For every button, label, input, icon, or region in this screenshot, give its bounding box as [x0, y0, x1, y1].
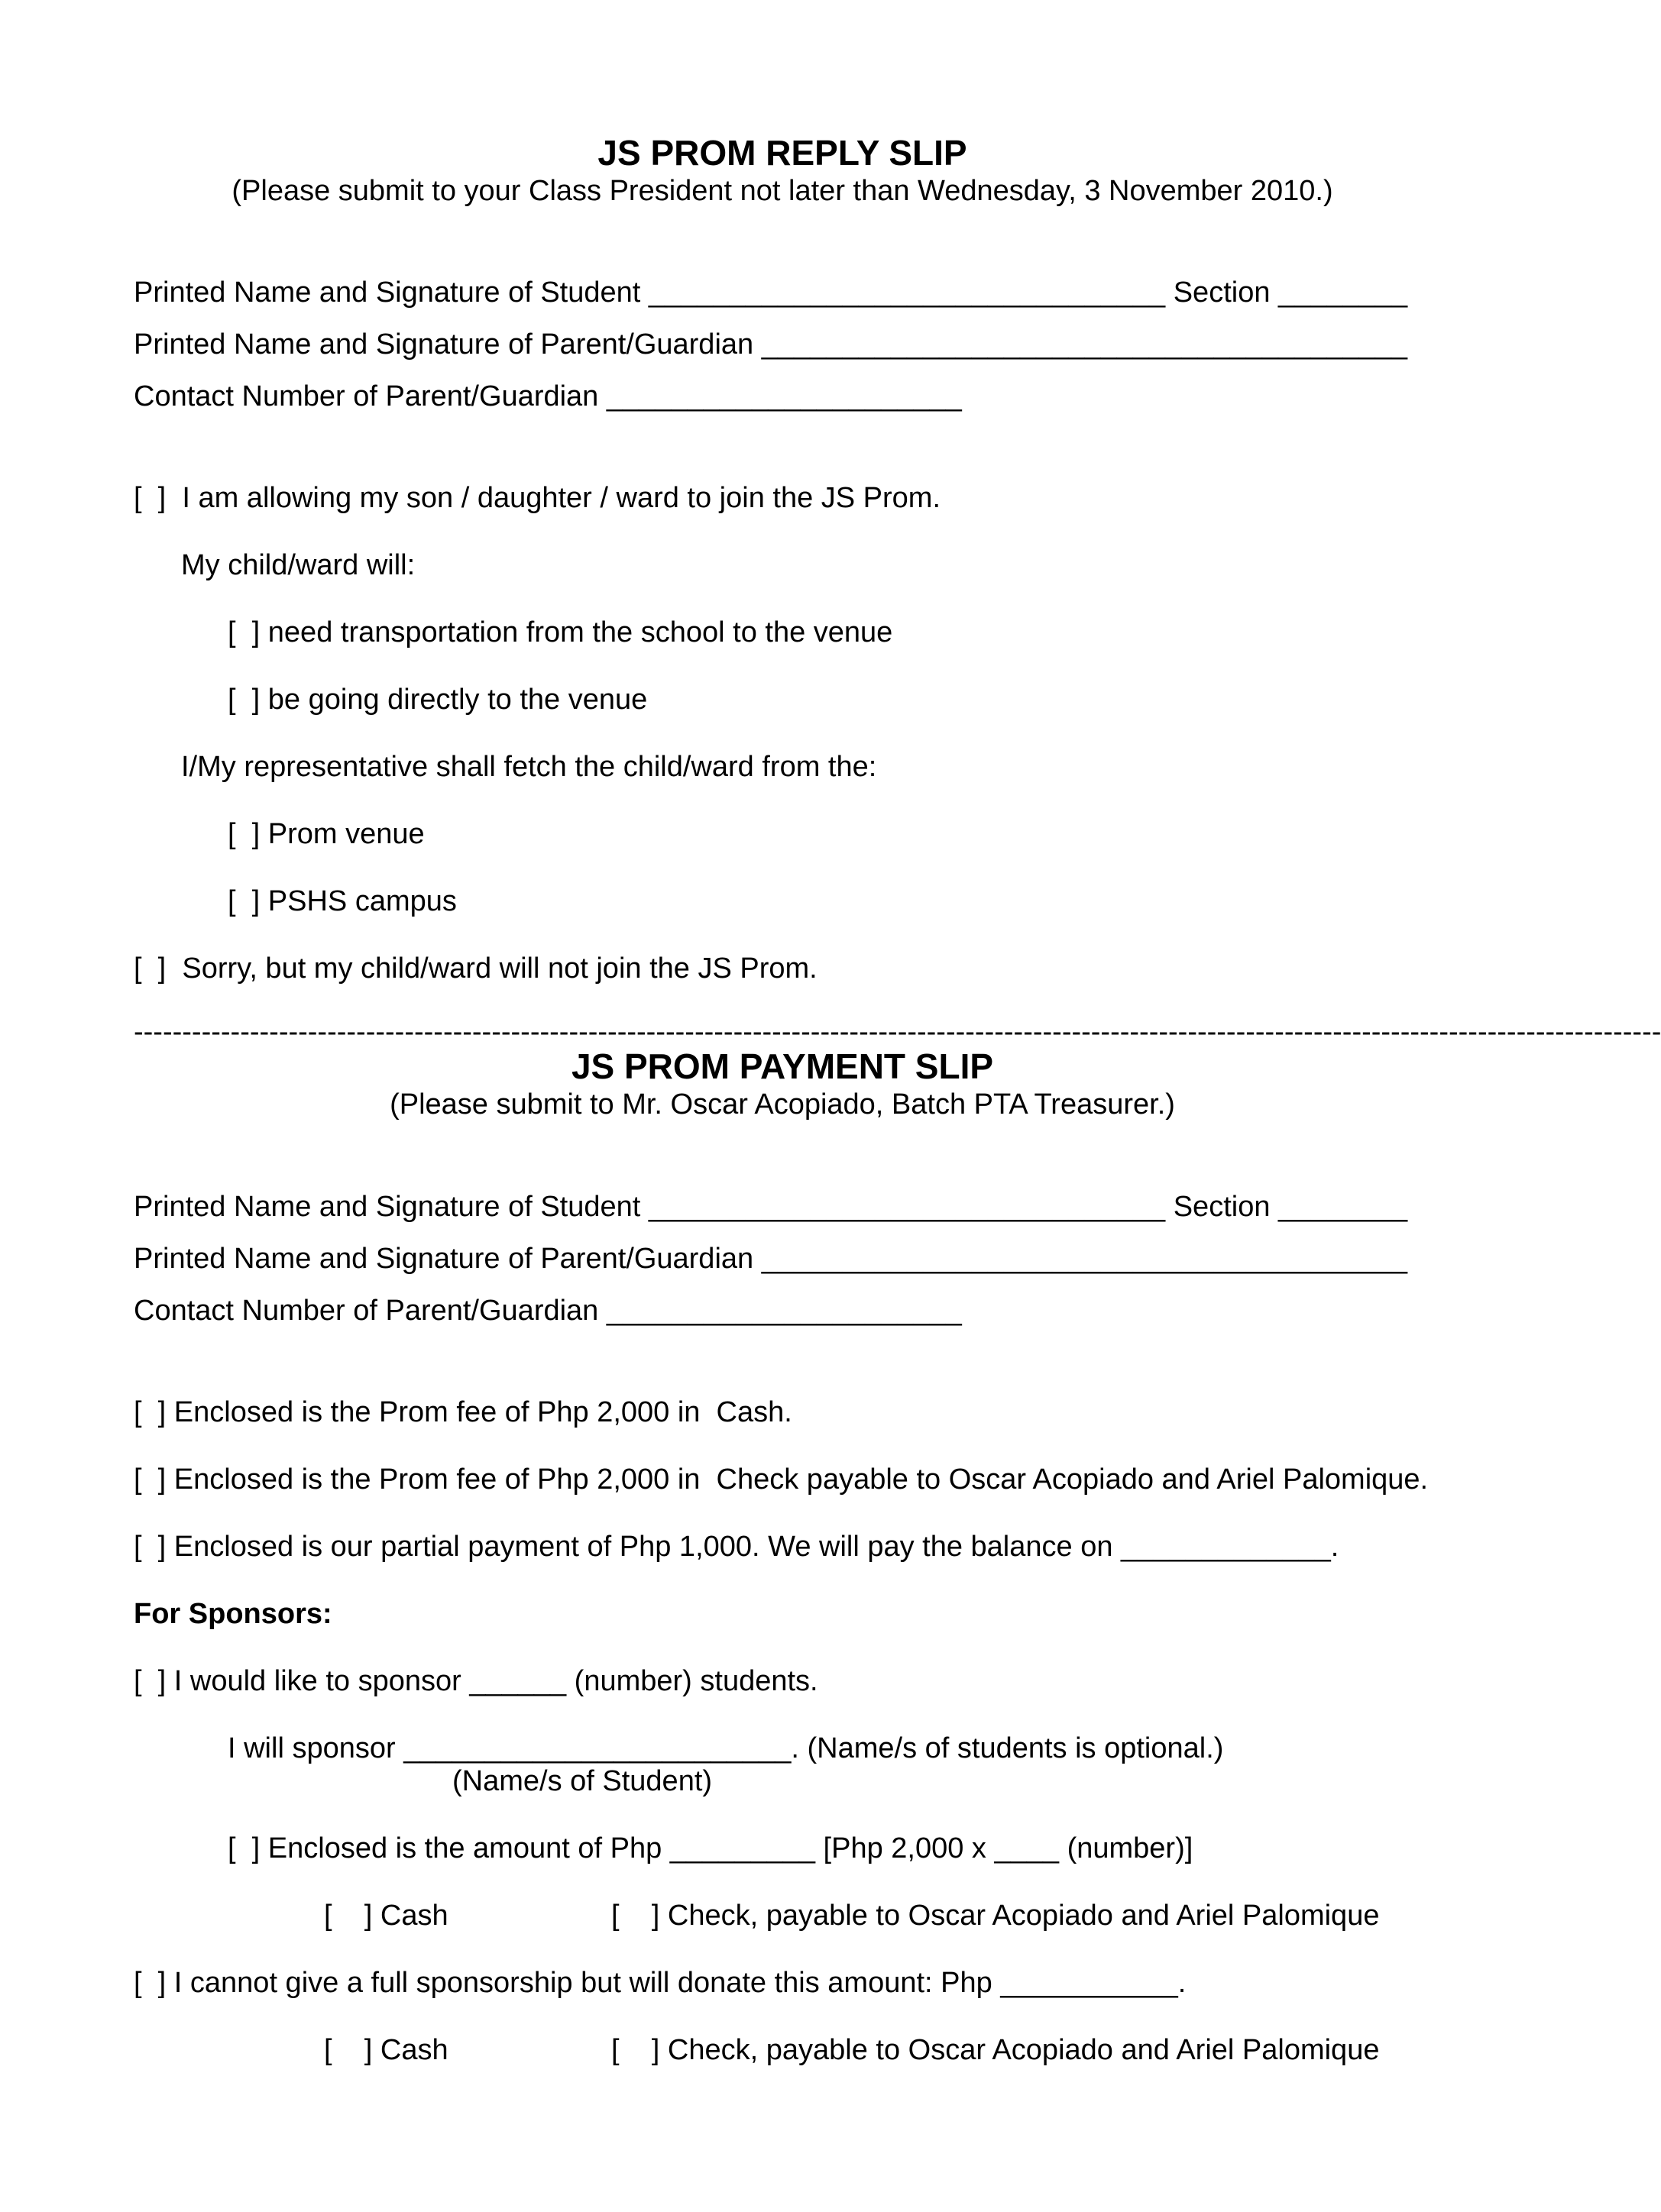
sponsor-count-checkbox[interactable]: [ ] I would like to sponsor ______ (number) students.: [134, 1665, 818, 1697]
reply-student-name-field[interactable]: Printed Name and Signature of Student ________________________________ Section ________: [134, 276, 1408, 309]
cut-line-divider: --------------------------------------------------------------------------------------------------------------------------------------------------------------: [134, 1016, 1661, 1048]
sponsor-cash-checkbox[interactable]: [ ] Cash: [324, 1900, 448, 1932]
fetch-label: I/My representative shall fetch the child/ward from the:: [181, 751, 877, 783]
payment-parent-name-field[interactable]: Printed Name and Signature of Parent/Guardian ________________________________________: [134, 1243, 1408, 1275]
need-transport-checkbox[interactable]: [ ] need transportation from the school to the venue: [228, 616, 893, 648]
decline-join-checkbox[interactable]: [ ] Sorry, but my child/ward will not join the JS Prom.: [134, 952, 818, 985]
sponsor-check-checkbox[interactable]: [ ] Check, payable to Oscar Acopiado and Ariel Palomique: [611, 1900, 1380, 1932]
payment-contact-number-field[interactable]: Contact Number of Parent/Guardian ______________________: [134, 1295, 962, 1327]
reply-slip-subtitle: (Please submit to your Class President not later than Wednesday, 3 November 2010.): [232, 175, 1333, 207]
payment-slip-title: JS PROM PAYMENT SLIP: [571, 1046, 994, 1086]
sponsors-heading: For Sponsors:: [134, 1598, 332, 1630]
fetch-venue-checkbox[interactable]: [ ] Prom venue: [228, 818, 425, 850]
sponsor-amount-checkbox[interactable]: [ ] Enclosed is the amount of Php _________ [Php 2,000 x ____ (number)]: [228, 1832, 1193, 1864]
fetch-campus-checkbox[interactable]: [ ] PSHS campus: [228, 885, 457, 917]
allow-join-checkbox[interactable]: [ ] I am allowing my son / daughter / ward to join the JS Prom.: [134, 482, 941, 514]
child-will-label: My child/ward will:: [181, 549, 416, 581]
go-direct-checkbox[interactable]: [ ] be going directly to the venue: [228, 684, 648, 716]
payment-slip-subtitle: (Please submit to Mr. Oscar Acopiado, Batch PTA Treasurer.): [390, 1088, 1175, 1121]
fee-cash-checkbox[interactable]: [ ] Enclosed is the Prom fee of Php 2,000 in Cash.: [134, 1396, 792, 1428]
partial-payment-checkbox[interactable]: [ ] Enclosed is our partial payment of Php 1,000. We will pay the balance on _____________.: [134, 1531, 1339, 1563]
sponsor-names-caption: (Name/s of Student): [452, 1765, 713, 1797]
donation-check-checkbox[interactable]: [ ] Check, payable to Oscar Acopiado and Ariel Palomique: [611, 2034, 1380, 2066]
payment-student-name-field[interactable]: Printed Name and Signature of Student ________________________________ Section ________: [134, 1191, 1408, 1223]
reply-contact-number-field[interactable]: Contact Number of Parent/Guardian ______________________: [134, 380, 962, 412]
donation-checkbox[interactable]: [ ] I cannot give a full sponsorship but will donate this amount: Php ___________.: [134, 1967, 1187, 1999]
reply-parent-name-field[interactable]: Printed Name and Signature of Parent/Guardian ________________________________________: [134, 328, 1408, 361]
donation-cash-checkbox[interactable]: [ ] Cash: [324, 2034, 448, 2066]
sponsor-names-field[interactable]: I will sponsor ________________________. (Name/s of students is optional.): [228, 1732, 1224, 1764]
reply-slip-title: JS PROM REPLY SLIP: [597, 133, 967, 173]
fee-check-checkbox[interactable]: [ ] Enclosed is the Prom fee of Php 2,000 in Check payable to Oscar Acopiado and Ariel Palomique.: [134, 1463, 1429, 1496]
